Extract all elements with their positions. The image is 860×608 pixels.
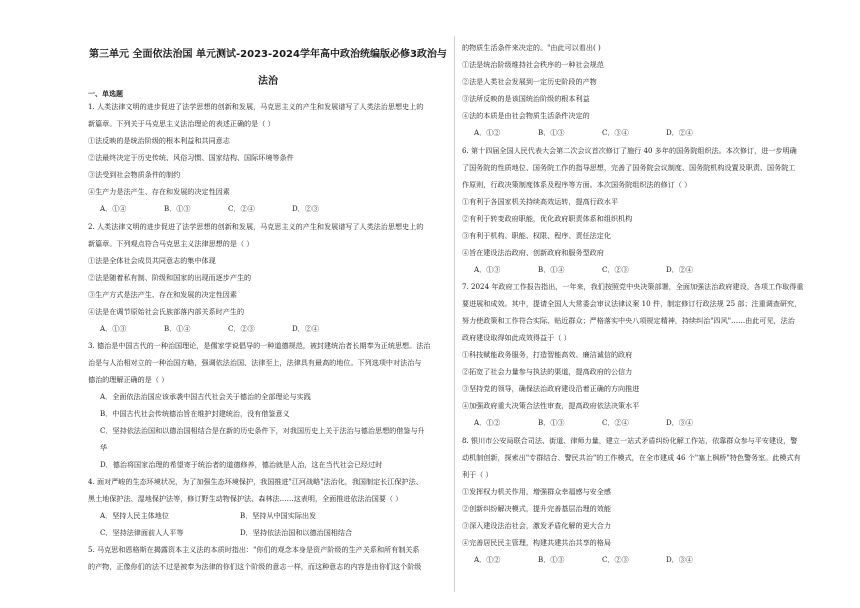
statement: ②创新纠纷解决模式，提升完善基层治理的效能 [462,504,611,513]
question-5-continued [462,44,828,138]
question-text: 黑土地保护法、湿地保护法等，修订野生动物保护法、森林法……这表明，全面推进依法治国要（ ） [88,495,403,504]
question-2 [88,223,448,334]
option-b[interactable]: B．①③ [538,128,565,137]
statement: ①法反映的是统治阶级的根本利益和共同意志 [88,137,230,146]
statement: ①科技赋能政务服务，打造智能高效、廉洁诚信的政府 [462,351,633,359]
answer-options [88,512,448,521]
statement: ②法是随着私有制、阶级和国家的出现而逐步产生的 [88,273,252,282]
option-c[interactable]: C．②③ [602,264,629,274]
answer-options [462,266,828,275]
answer-options [88,529,448,538]
question-text: 2. 人类法律文明的进步促进了法学思想的创新和发展，马克思主义的产生和发展谱写了人类法治思想史上的 [88,222,424,231]
question-text: 作原则，行政决策制度体系及程序等方面。本次国务院组织法的修订（ ） [462,180,692,189]
statement: ③有利于机构、职能、权限、程序、责任法定化 [462,231,611,240]
question-text: 新篇章。下列观点符合马克思主义法律思想的是（ ） [88,239,254,248]
statement: ③生产方式是法产生、存在和发展的决定性因素 [88,290,237,299]
statement: ④生产力是法产生、存在和发展的决定性因素 [88,188,230,197]
statement: ①法是统治阶级维持社会秩序的一种社会规范 [462,61,604,69]
option-d[interactable]: D．③④ [666,554,693,564]
question-text: 3. 德治是中国古代的一种治国理论，是儒家学说倡导的一种道德规范，被封建统治者长期奉为正统思想。法治 [88,342,431,351]
option-a[interactable]: A．全面依法治国应该承袭中国古代社会关于德治的全部理论与实践 [100,392,311,402]
option-b[interactable]: B．①④ [538,264,565,274]
option-d[interactable]: D．德治将国家治理的希望寄于统治者的道德修养，德治就是人治，这在当代社会已经过时 [100,460,383,470]
statement: ②法最终决定于历史传统、风俗习惯、国家结构、国际环境等条件 [88,154,294,163]
question-7 [462,283,828,428]
statement: ③坚持党的领导，确保法治政府建设沿着正确的方向推进 [462,385,640,393]
question-text: 8. 银川市公安局联合司法、街道、律师力量，建立一站式矛盾纠纷化解工作站，依靠群众参与平安建设，警 [462,436,798,445]
question-text: 的物质生活条件来决定的。"由此可以看出( ) [462,44,601,52]
option-a[interactable]: A．①③ [100,323,127,333]
statement: ①有利于各国家机关持续高效运转，提高行政水平 [462,197,619,206]
option-d[interactable]: D．坚持依法治国和以德治国相结合 [240,528,353,538]
option-d[interactable]: D．②④ [292,323,319,333]
question-text: 努力使政策和工作符合实际、贴近群众；严格落实中央八项规定精神，持续纠治"四风"……由此可见，法治 [462,317,795,325]
option-c[interactable]: C．②④ [602,418,629,427]
statement: ②法是人类社会发展到一定历史阶段的产物 [462,78,597,86]
question-text: 6. 第十四届全国人民代表大会第二次会议首次修订了施行 40 多年的国务院组织法。本次修订，进一步明确 [462,146,797,155]
column-divider [454,36,455,592]
statement: ①法是全体社会成员共同意志的集中体现 [88,256,216,265]
question-text: 利于（ ） [462,470,493,479]
option-d[interactable]: D．③④ [666,418,693,427]
statement: ④法是在调节原始社会氏族部落内部关系时产生的 [88,307,245,316]
question-text: 治是与人治相对立的一种治国方略，强调依法治国、法律至上，法律具有最高的地位。下列选项中对法治与 [88,359,422,368]
question-text: 德治的理解正确的是（ ） [88,376,169,385]
page-title: 第三单元 全面依法治国 单元测试-2023-2024学年高中政治统编版必修3政治与法治 [89,49,447,87]
option-c[interactable]: C．③④ [602,128,629,137]
question-1 [88,103,448,214]
section-heading: 一、单选题 [88,90,123,98]
question-text: 要进展和成效。其中，提请全国人大常委会审议法律议案 10 件，制定修订行政法规 25 部；注重调查研究， [462,300,802,308]
statement: ③法所反映的是该国统治阶级的根本利益 [462,95,590,103]
statement: ④加强政府重大决策合法性审查，提高政府依法决策水平 [462,402,640,410]
option-c[interactable]: C．②④ [228,204,255,214]
question-text: 政府建设取得如此成效得益于（ ） [462,334,571,342]
question-text: 动机制创新，探索出"专群结合、警民共治"的工作模式，在全市建成 46 个"塞上枫桥"特色警务室。此模式有 [462,453,801,462]
statement: ②拓宽了社会力量参与执法的渠道，提高政府的公信力 [462,368,633,376]
option-d[interactable]: D．②③ [292,204,319,214]
option-d[interactable]: D．②④ [666,264,693,274]
question-text: 7. 2024 年政府工作报告指出，一年来，我们按照党中央决策部署，全面加强法治政府建设，各项工作取得重 [462,283,804,291]
option-b[interactable]: B．①③ [538,554,565,564]
option-b[interactable]: B．中国古代社会传统德治旨在维护封建统治，没有借鉴意义 [100,409,290,419]
question-text: 的产物，正像你们的法不过是被奉为法律的你们这个阶级的意志一样，而这种意志的内容是由你们这个阶级 [88,563,422,572]
statement: ③法受到社会物质条件的制约 [88,171,181,180]
statement: ④旨在建设法治政府、创新政府和服务型政府 [462,248,604,257]
option-a[interactable]: A．①② [474,418,501,427]
question-text: 4. 面对严峻的生态环境状况，为了加强生态环境保护，我国推进"江河战略"法治化，我国制定长江保护法、 [88,478,423,487]
option-c[interactable]: C．②③ [602,554,629,564]
option-a[interactable]: A．坚持人民主体地位 [100,511,169,521]
option-c[interactable]: C．坚持依法治国和以德治国相结合是在新的历史条件下，对我国历史上关于法治与德治思想的借鉴与升 [100,426,425,436]
option-c[interactable]: C．②③ [228,323,255,333]
question-8 [462,437,828,565]
option-a[interactable]: A．①② [474,554,501,564]
option-b[interactable]: B．①③ [538,418,565,427]
question-4 [88,478,448,538]
answer-options [462,556,828,565]
option-a[interactable]: A．①③ [474,264,501,274]
statement: ②有利于转变政府职能，优化政府职责体系和组织机构 [462,214,633,223]
answer-options [462,129,828,138]
option-c[interactable]: C．坚持法律面前人人平等 [100,528,184,538]
answer-options [88,205,448,214]
option-a[interactable]: A．①④ [100,204,127,214]
option-c-cont: 华 [100,443,108,453]
statement: ④完善居民民主管理，构建共建共治共享的格局 [462,538,611,547]
statement: ①发挥权力机关作用，增强群众幸福感与安全感 [462,487,611,496]
question-text: 1. 人类法律文明的进步促进了法学思想的创新和发展，马克思主义的产生和发展谱写了人类法治思想史上的 [88,103,424,112]
option-b[interactable]: B．①③ [164,204,191,214]
left-column [88,90,448,580]
right-column [462,44,828,573]
question-text: 了国务院的性质地位、国务院工作的指导思想，完善了国务院会议制度、国务院机构设置及职责、国务院工 [462,163,796,172]
statement: ③深入建设法治社会，激发矛盾化解的更大合力 [462,521,611,530]
option-a[interactable]: A．①② [474,128,501,137]
answer-options [462,419,828,428]
question-6 [462,147,828,275]
option-d[interactable]: D．②④ [666,128,693,137]
question-5 [88,546,448,572]
option-b[interactable]: B．坚持从中国实际出发 [240,511,317,521]
question-3 [88,342,448,470]
question-text: 新篇章。下列关于马克思主义法治理论的表述正确的是（ ） [88,120,275,129]
statement: ④法的本质是由社会物质生活条件决定的 [462,112,590,120]
question-text: 5. 马克思和恩格斯在揭露资本主义法的本质时指出："你们的观念本身是资产阶级的生产关系和所有制关系 [88,546,420,555]
answer-options [88,325,448,334]
option-b[interactable]: B．①④ [164,323,191,333]
